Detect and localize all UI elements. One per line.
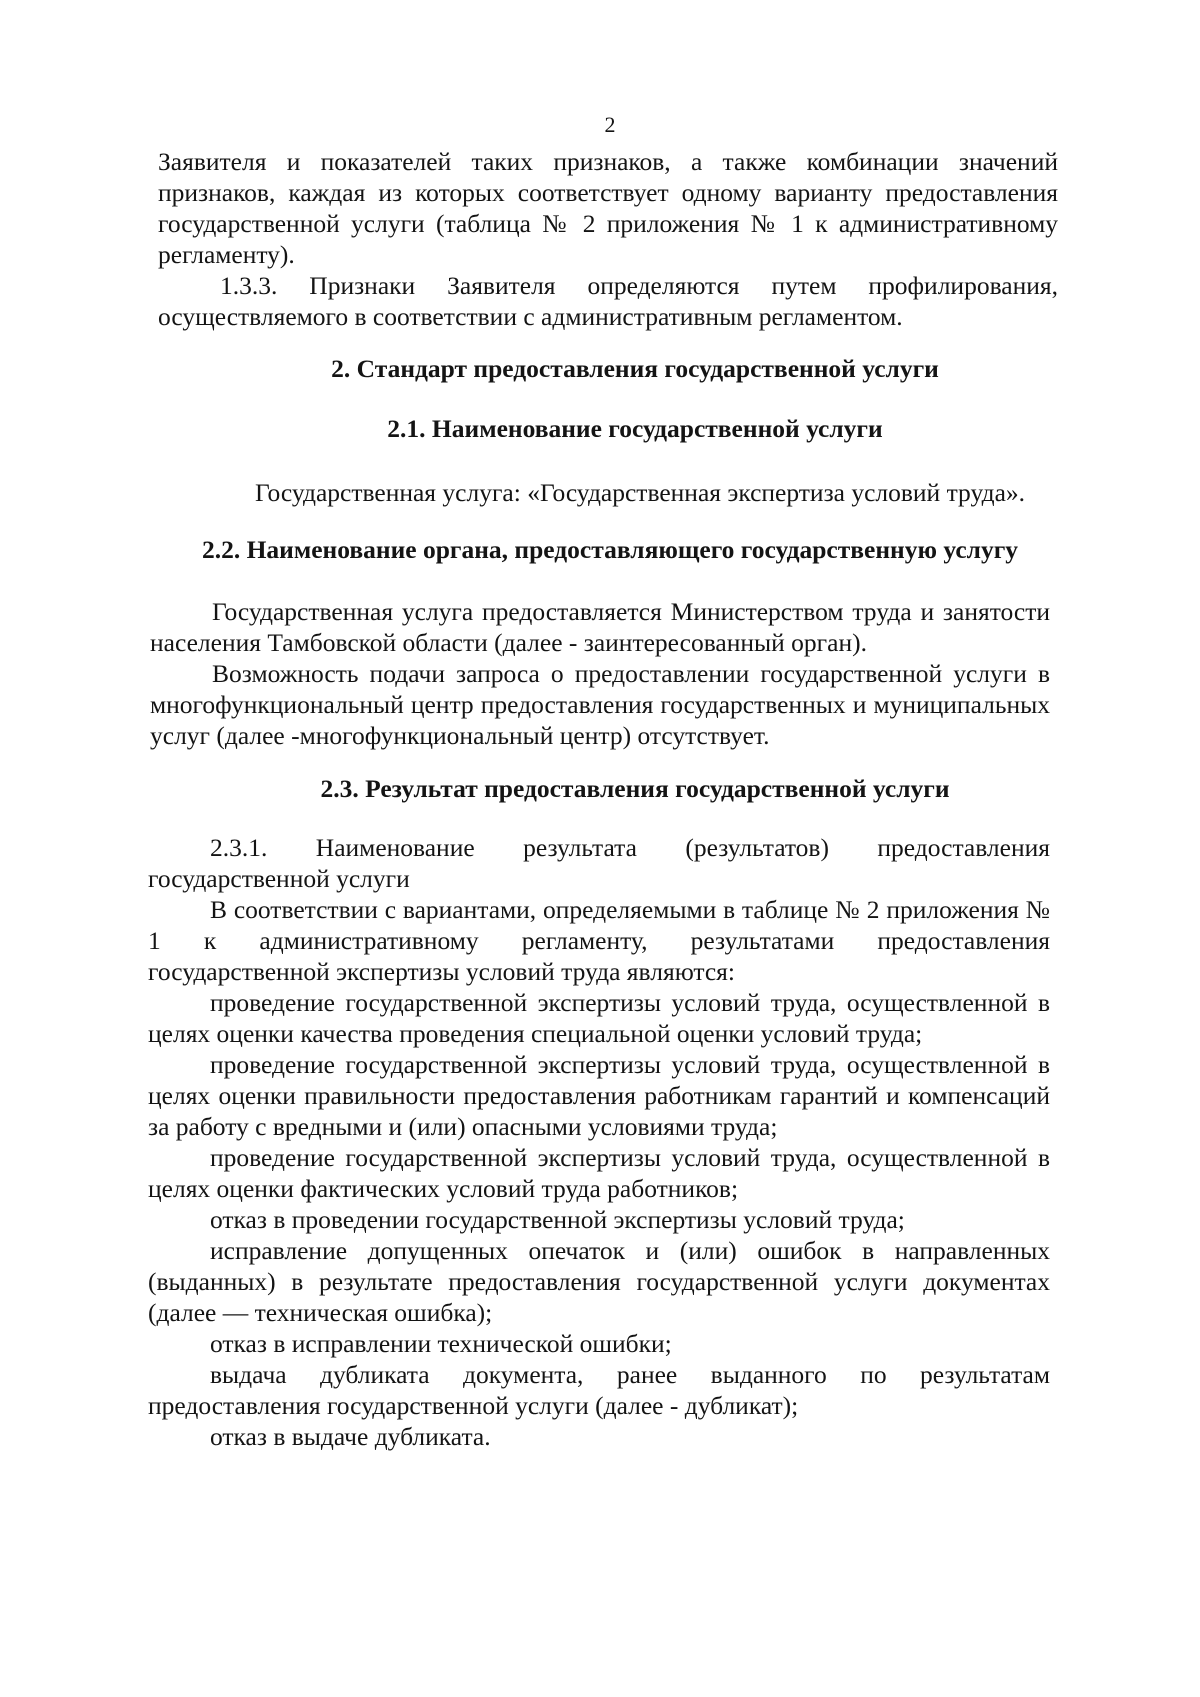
section-2-3-block <box>148 832 1050 1452</box>
page-number: 2 <box>604 112 616 137</box>
intro-paragraph: Заявителя и показателей таких признаков, а также комбинации значений признаков, каждая из которых соответствует одному варианту предоставления государственной услуги (таблица № 2 приложения № 1 к административному регламенту). <box>158 147 1058 269</box>
list-item: выдача дубликата документа, ранее выданного по результатам предоставления государственной услуги (далее - дубликат); <box>148 1360 1050 1420</box>
list-item: отказ в проведении государственной экспертизы условий труда; <box>210 1205 905 1234</box>
section-heading-2-3: 2.3. Результат предоставления государственной услуги <box>320 774 950 803</box>
section-2-2-block <box>150 596 1050 751</box>
list-item: проведение государственной экспертизы условий труда, осуществленной в целях оценки фактических условий труда работников; <box>148 1143 1050 1203</box>
body-paragraph: Возможность подачи запроса о предоставлении государственной услуги в многофункциональный центр предоставления государственных и муниципальных услуг (далее -многофункциональный центр) отсутствует. <box>150 659 1050 750</box>
intro-paragraph: 1.3.3. Признаки Заявителя определяются путем профилирования, осуществляемого в соответствии с административным регламентом. <box>158 271 1058 331</box>
intro-block <box>158 146 1058 332</box>
body-paragraph: Государственная услуга предоставляется Министерством труда и занятости населения Тамбовской области (далее - заинтересованный орган). <box>150 597 1050 657</box>
body-paragraph: 2.3.1. Наименование результата (результатов) предоставления государственной услуги <box>148 833 1050 893</box>
list-item: отказ в исправлении технической ошибки; <box>210 1329 672 1358</box>
body-paragraph: В соответствии с вариантами, определяемыми в таблице № 2 приложения № 1 к административному регламенту, результатами предоставления государственной экспертизы условий труда являются: <box>148 895 1050 986</box>
list-item: проведение государственной экспертизы условий труда, осуществленной в целях оценки правильности предоставления работникам гарантий и компенсаций за работу с вредными и (или) опасными условиями труда; <box>148 1050 1050 1141</box>
list-item: исправление допущенных опечаток и (или) ошибок в направленных (выданных) в результате предоставления государственной услуги документах (далее — техническая ошибка); <box>148 1236 1050 1327</box>
section-heading-2-1: 2.1. Наименование государственной услуги <box>387 414 883 443</box>
section-heading-2-2: 2.2. Наименование органа, предоставляющего государственную услугу <box>201 535 1019 564</box>
service-name-line: Государственная услуга: «Государственная экспертиза условий труда». <box>254 478 1026 507</box>
list-item: отказ в выдаче дубликата. <box>210 1422 491 1451</box>
list-item: проведение государственной экспертизы условий труда, осуществленной в целях оценки качества проведения специальной оценки условий труда; <box>148 988 1050 1048</box>
section-heading-2: 2. Стандарт предоставления государственной услуги <box>331 354 939 383</box>
